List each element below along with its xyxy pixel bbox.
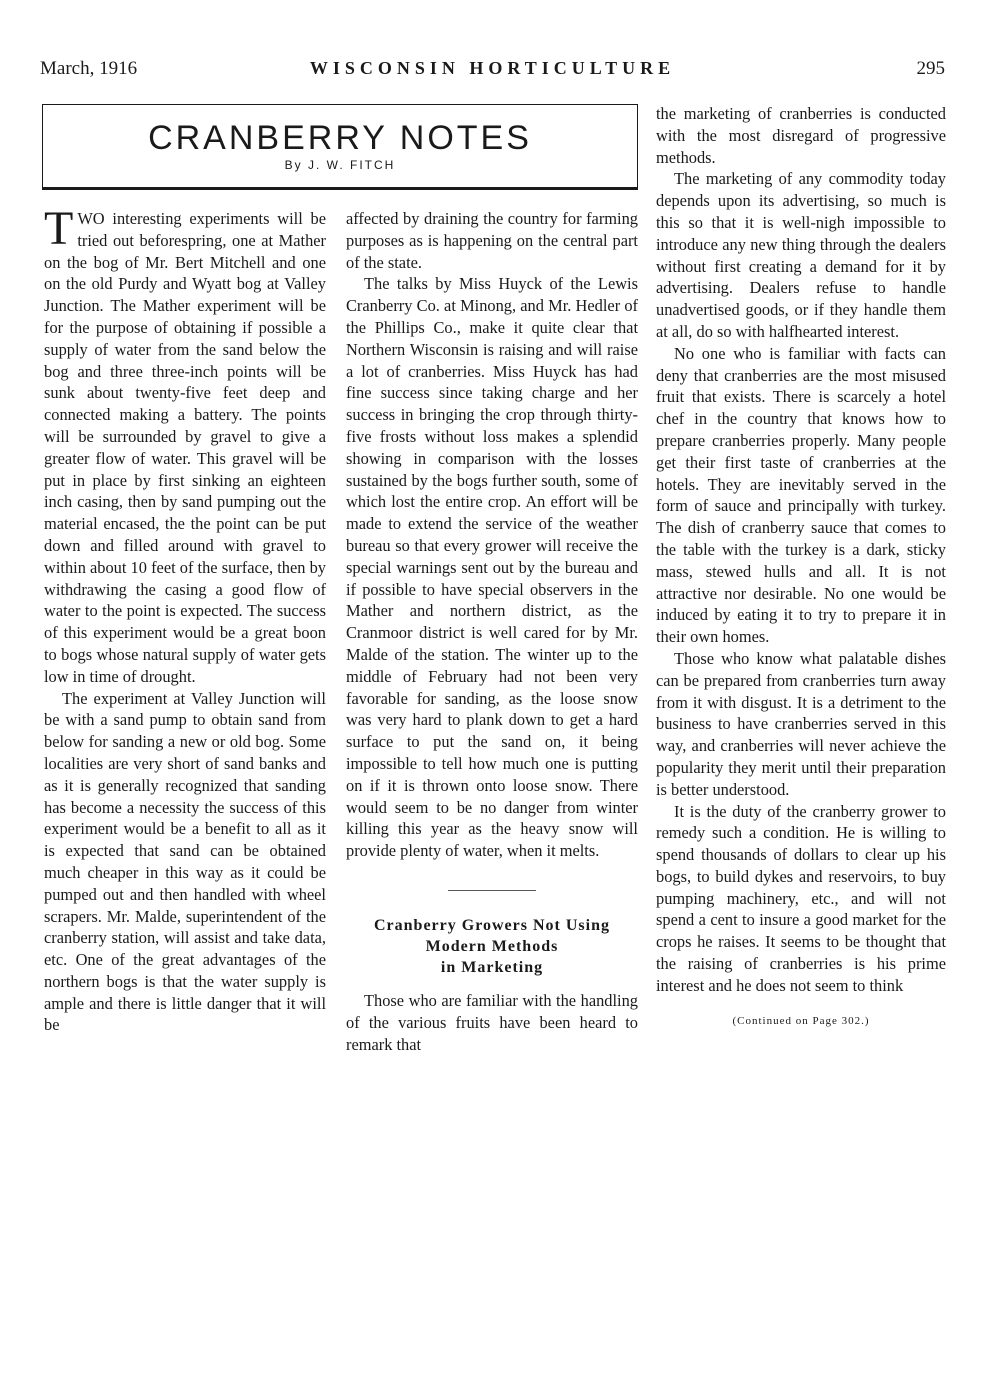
article-title-box — [42, 104, 638, 190]
column-2 — [346, 208, 638, 1055]
paragraph: Those who know what palatable dishes can be prepared from cranberries turn away from it with disgust. It is a detriment to the business to have cranberries served in this way, and cranberries will never achieve the popularity they merit until their preparation is better understood. — [656, 648, 946, 799]
section-heading-line: Modern Methods — [425, 937, 559, 955]
section-heading-line: Cranberry Growers Not Using — [373, 916, 610, 934]
paragraph: The talks by Miss Huyck of the Lewis Cranberry Co. at Minong, and Mr. Hedler of the Phillips Co., make it quite clear that Northern Wisconsin is raising and will raise a lot of cranberries. Miss Huyck has had fine success since taking charge and her success in bringing the crop through thirty-five frosts without loss makes a splendid showing in comparison with the losses sustained by the bogs further south, some of which lost the entire crop. An effort will be made to extend the service of the weather bureau so that every grower will receive the special warnings sent out by the bureau and if possible to have special observers in the Mather and northern district, as the Cranmoor district is well cared for by Mr. Malde of the station. The winter up to the middle of February had not been very favorable for sanding, as the loose snow was very hard to plank down to get a hard surface to put the sand on, it being impossible to tell how much one is putting on if it is thrown onto loose snow. There would seem to be no danger from winter killing this year as the heavy snow will provide plenty of water, when it melts. — [346, 274, 638, 861]
paragraph: It is the duty of the cranberry grower to remedy such a condition. He is willing to spend thousands of dollars to clear up his bogs, to build dykes and reservoirs, to buy pumping machinery, etc., and will not spend a cent to insure a good market for the crops he raises. It seems to be thought that the raising of cranberries is his prime interest and he does not seem to think — [656, 801, 946, 995]
section-heading-line: in Marketing — [440, 958, 544, 976]
paragraph-text: interesting experiments will be tried out beforespring, one at Mather on the bog of Mr. Bert Mitchell and one on the old Purdy and Wyatt bog at Valley Junction. The Mather experiment will be for the purpose of obtaining if possible a supply of water from the sand below the bog and three three-inch points will be sunk about twenty-five feet deep and connected making a battery. The points will be surrounded by gravel to give a greater flow of water. This gravel will be put in place by first sinking an eighteen inch casing, then by sand pumping out the material encased, the the point can be put down and filled around with gravel to within about 10 feet of the surface, then by withdrawing the casing a good flow of water to the point is expected. The success of this experiment would be a great boon to bogs whose natural supply of water gets low in time of drought. — [44, 209, 326, 686]
page-number: 295 — [916, 58, 945, 79]
paragraph: Those who are familiar with the handling of the various fruits have been heard to remark that — [346, 990, 638, 1054]
first-word-small-caps: WO — [77, 209, 105, 228]
drop-cap: T — [44, 202, 74, 255]
article-byline: By J. W. FITCH — [284, 158, 396, 172]
column-1 — [44, 202, 326, 1036]
paragraph: The marketing of any commodity today depends upon its advertising, so much is this so that it is well-nigh impossible to introduce any new thing through the dealers without first creating a demand for it by advertising. Dealers refuse to handle unadvertised goods, or if they handle them at all, do so with halfhearted interest. — [656, 169, 946, 341]
issue-date: March, 1916 — [40, 58, 138, 79]
article-title: CRANBERRY NOTES — [148, 119, 532, 157]
continued-note: (Continued on Page 302.) — [732, 1014, 870, 1027]
paragraph: the marketing of cranberries is conducted with the most disregard of progressive methods. — [656, 104, 946, 167]
paragraph: The experiment at Valley Junction will be with a sand pump to obtain sand from below for sanding a new or old bog. Some localities are very short of sand banks and as it is generally recognized that sanding has become a necessity the success of this experiment would be a benefit to all as it is expected that sand can be obtained much cheaper in this way as it could be pumped out and then handled with wheel scrapers. Mr. Malde, superintendent of the cranberry station, will assist and take data, etc. One of the great advantages of the northern bogs is that the water supply is ample and there is little danger that it will be — [44, 688, 326, 1035]
paragraph: No one who is familiar with facts can deny that cranberries are the most misused fruit that exists. There is scarcely a hotel chef in the country that knows how to prepare cranberries properly. Many people get their first taste of cranberries at the hotels. They are inevitably served in the form of sauce and principally with turkey. The dish of cranberry sauce that comes to the table with the turkey is a dark, sticky mass, stewed hulls and all. It is not attractive nor desirable. No one would be induced by eating it to try to prepare it in their own homes. — [656, 343, 946, 647]
section-heading — [346, 915, 638, 978]
running-header — [40, 58, 945, 84]
journal-title: WISCONSIN HORTICULTURE — [309, 58, 676, 78]
paragraph: affected by draining the country for farming purposes as is happening on the central part of the state. — [346, 209, 638, 272]
section-divider — [448, 890, 536, 891]
paragraph — [44, 202, 326, 688]
column-3 — [656, 103, 946, 1032]
